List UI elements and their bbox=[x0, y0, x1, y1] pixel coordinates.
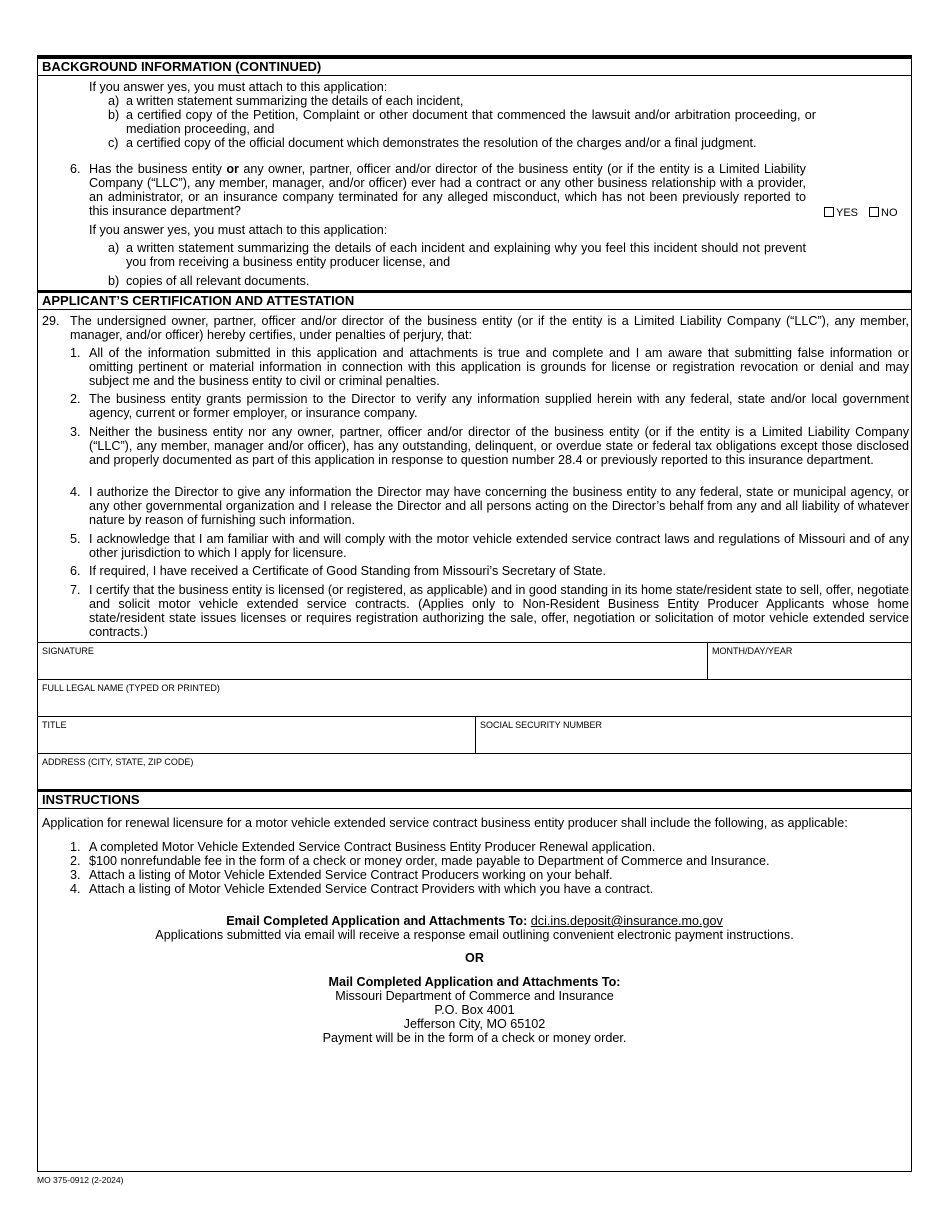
full-name-field[interactable] bbox=[38, 679, 911, 716]
instruction-item-1: A completed Motor Vehicle Extended Service Contract Business Entity Producer Renewal application. bbox=[89, 840, 656, 854]
question-6-number: 6. bbox=[70, 162, 81, 176]
no-option[interactable] bbox=[869, 206, 898, 220]
form-number: MO 375-0912 (2-2024) bbox=[37, 1175, 124, 1185]
mail-label: Mail Completed Application and Attachments To: bbox=[328, 975, 621, 989]
full-name-label: FULL LEGAL NAME (TYPED OR PRINTED) bbox=[42, 683, 220, 693]
or-separator: OR bbox=[465, 951, 484, 965]
attach-item-a: a written statement summarizing the details of each incident, bbox=[126, 94, 464, 108]
cert-item-2: The business entity grants permission to the Director to verify any information supplied herein with any federal, state and/or local government agency, current or former employer, or insurance company. bbox=[89, 392, 909, 420]
question-6-text: Has the business entity or any owner, partner, officer and/or director of the business entity (or if the entity is a Limited Liability Company (“LLC”), any member, manager, and/or officer) ever had a contract or any other business relationship with a provider, an administrator, or an insurance company terminated for any alleged misconduct, which has not been previously reported to this insurance department? bbox=[89, 162, 806, 218]
address-field[interactable] bbox=[38, 753, 911, 789]
cert-item-1-number: 1. bbox=[70, 346, 81, 360]
email-link[interactable]: dci.ins.deposit@insurance.mo.gov bbox=[530, 914, 723, 928]
yes-checkbox[interactable] bbox=[824, 207, 834, 217]
attach-item-b: a certified copy of the Petition, Complaint or other document that commenced the lawsuit and/or arbitration proceeding, or mediation proceeding, and bbox=[126, 108, 816, 136]
instruction-item-2: $100 nonrefundable fee in the form of a check or money order, made payable to Department of Commerce and Insurance. bbox=[89, 854, 770, 868]
cert-item-7: I certify that the business entity is licensed (or registered, as applicable) and in good standing in its home state/resident state to sell, offer, negotiate and solicit motor vehicle extended service contracts. (Applies only to Non-Resident Business Entity Producer Applicants whose home state/resident state issues licenses or requires registration authorizing the sale, offer, negotiation or solicitation of motor vehicle extended service contracts.) bbox=[89, 583, 909, 639]
signature-field[interactable] bbox=[38, 642, 707, 679]
q6-attach-letter-b: b) bbox=[108, 274, 120, 288]
instruction-item-3: Attach a listing of Motor Vehicle Extended Service Contract Producers working on your behalf. bbox=[89, 868, 613, 882]
ssn-field[interactable] bbox=[476, 716, 911, 753]
mail-payment-note: Payment will be in the form of a check or money order. bbox=[322, 1031, 627, 1045]
attach-letter-a: a) bbox=[108, 94, 120, 108]
address-label: ADDRESS (CITY, STATE, ZIP CODE) bbox=[42, 757, 194, 767]
cert-item-3-number: 3. bbox=[70, 425, 81, 439]
cert-item-4-number: 4. bbox=[70, 485, 81, 499]
instruction-1-number: 1. bbox=[70, 840, 81, 854]
question-29-text: The undersigned owner, partner, officer and/or director of the business entity (or if the entity is a Limited Liability Company (“LLC”), any member, manager, and/or officer) hereby certifies, under penalties of perjury, that: bbox=[70, 314, 909, 342]
question-29-number: 29. bbox=[42, 314, 60, 328]
q6-attach-item-a: a written statement summarizing the details of each incident and explaining why you feel this incident should not prevent you from receiving a business entity producer license, and bbox=[126, 241, 806, 269]
cert-item-5-number: 5. bbox=[70, 532, 81, 546]
certification-header: APPLICANT’S CERTIFICATION AND ATTESTATION bbox=[38, 290, 911, 310]
cert-item-7-number: 7. bbox=[70, 583, 81, 597]
instruction-4-number: 4. bbox=[70, 882, 81, 896]
cert-item-1: All of the information submitted in this application and attachments is true and complete and I am aware that submitting false information or omitting pertinent or material information in connection with this application is grounds for license or registration revocation or denial and may subject me and the business entity to civil or criminal penalties. bbox=[89, 346, 909, 388]
cert-item-4: I authorize the Director to give any information the Director may have concerning the business entity to any federal, state or municipal agency, or any other governmental organization and I release the Director and all persons acting on the Director’s behalf from any and all liability of whatever nature by reason of furnishing such information. bbox=[89, 485, 909, 527]
instruction-2-number: 2. bbox=[70, 854, 81, 868]
cert-item-6: If required, I have received a Certificate of Good Standing from Missouri’s Secretary of State. bbox=[89, 564, 607, 578]
attach-item-c: a certified copy of the official document which demonstrates the resolution of the charges and/or a final judgment. bbox=[126, 136, 757, 150]
mail-address-line: P.O. Box 4001 bbox=[434, 1003, 515, 1017]
signature-label: SIGNATURE bbox=[42, 646, 94, 656]
yes-option[interactable] bbox=[824, 206, 858, 220]
title-field[interactable] bbox=[38, 716, 475, 753]
mail-address-line: Jefferson City, MO 65102 bbox=[403, 1017, 546, 1031]
email-line bbox=[38, 914, 911, 928]
mail-address-line: Missouri Department of Commerce and Insurance bbox=[335, 989, 614, 1003]
instructions-header: INSTRUCTIONS bbox=[38, 789, 911, 809]
no-checkbox[interactable] bbox=[869, 207, 879, 217]
date-field[interactable] bbox=[708, 642, 911, 679]
instruction-item-4: Attach a listing of Motor Vehicle Extended Service Contract Providers with which you have a contract. bbox=[89, 882, 654, 896]
cert-item-5: I acknowledge that I am familiar with and will comply with the motor vehicle extended service contract laws and regulations of Missouri and of any other jurisdiction to which I apply for licensure. bbox=[89, 532, 909, 560]
attach-letter-b: b) bbox=[108, 108, 120, 122]
cert-item-2-number: 2. bbox=[70, 392, 81, 406]
q6-attach-item-b: copies of all relevant documents. bbox=[126, 274, 310, 288]
email-note: Applications submitted via email will receive a response email outlining convenient electronic payment instructions. bbox=[155, 928, 794, 942]
attach-letter-c: c) bbox=[108, 136, 119, 150]
instructions-intro: Application for renewal licensure for a motor vehicle extended service contract business entity producer shall include the following, as applicable: bbox=[42, 816, 848, 830]
instruction-3-number: 3. bbox=[70, 868, 81, 882]
cert-item-6-number: 6. bbox=[70, 564, 81, 578]
background-header: BACKGROUND INFORMATION (CONTINUED) bbox=[38, 56, 911, 76]
yes-label: YES bbox=[836, 207, 859, 219]
no-label: NO bbox=[881, 207, 898, 219]
title-label: TITLE bbox=[42, 720, 67, 730]
form-page bbox=[37, 55, 912, 1172]
background-intro: If you answer yes, you must attach to this application: bbox=[89, 80, 388, 94]
q6-attach-letter-a: a) bbox=[108, 241, 120, 255]
question-6-intro: If you answer yes, you must attach to this application: bbox=[89, 223, 388, 237]
date-label: MONTH/DAY/YEAR bbox=[712, 646, 793, 656]
ssn-label: SOCIAL SECURITY NUMBER bbox=[480, 720, 603, 730]
email-label: Email Completed Application and Attachments To: bbox=[226, 914, 528, 928]
cert-item-3: Neither the business entity nor any owner, partner, officer and/or director of the business entity (or if the entity is a Limited Liability Company (“LLC”), any member, manager and/or officer), has any outstanding, delinquent, or overdue state or federal tax obligations except those disclosed and properly documented as part of this application in response to question number 28.4 or previously reported to this insurance department. bbox=[89, 425, 909, 467]
